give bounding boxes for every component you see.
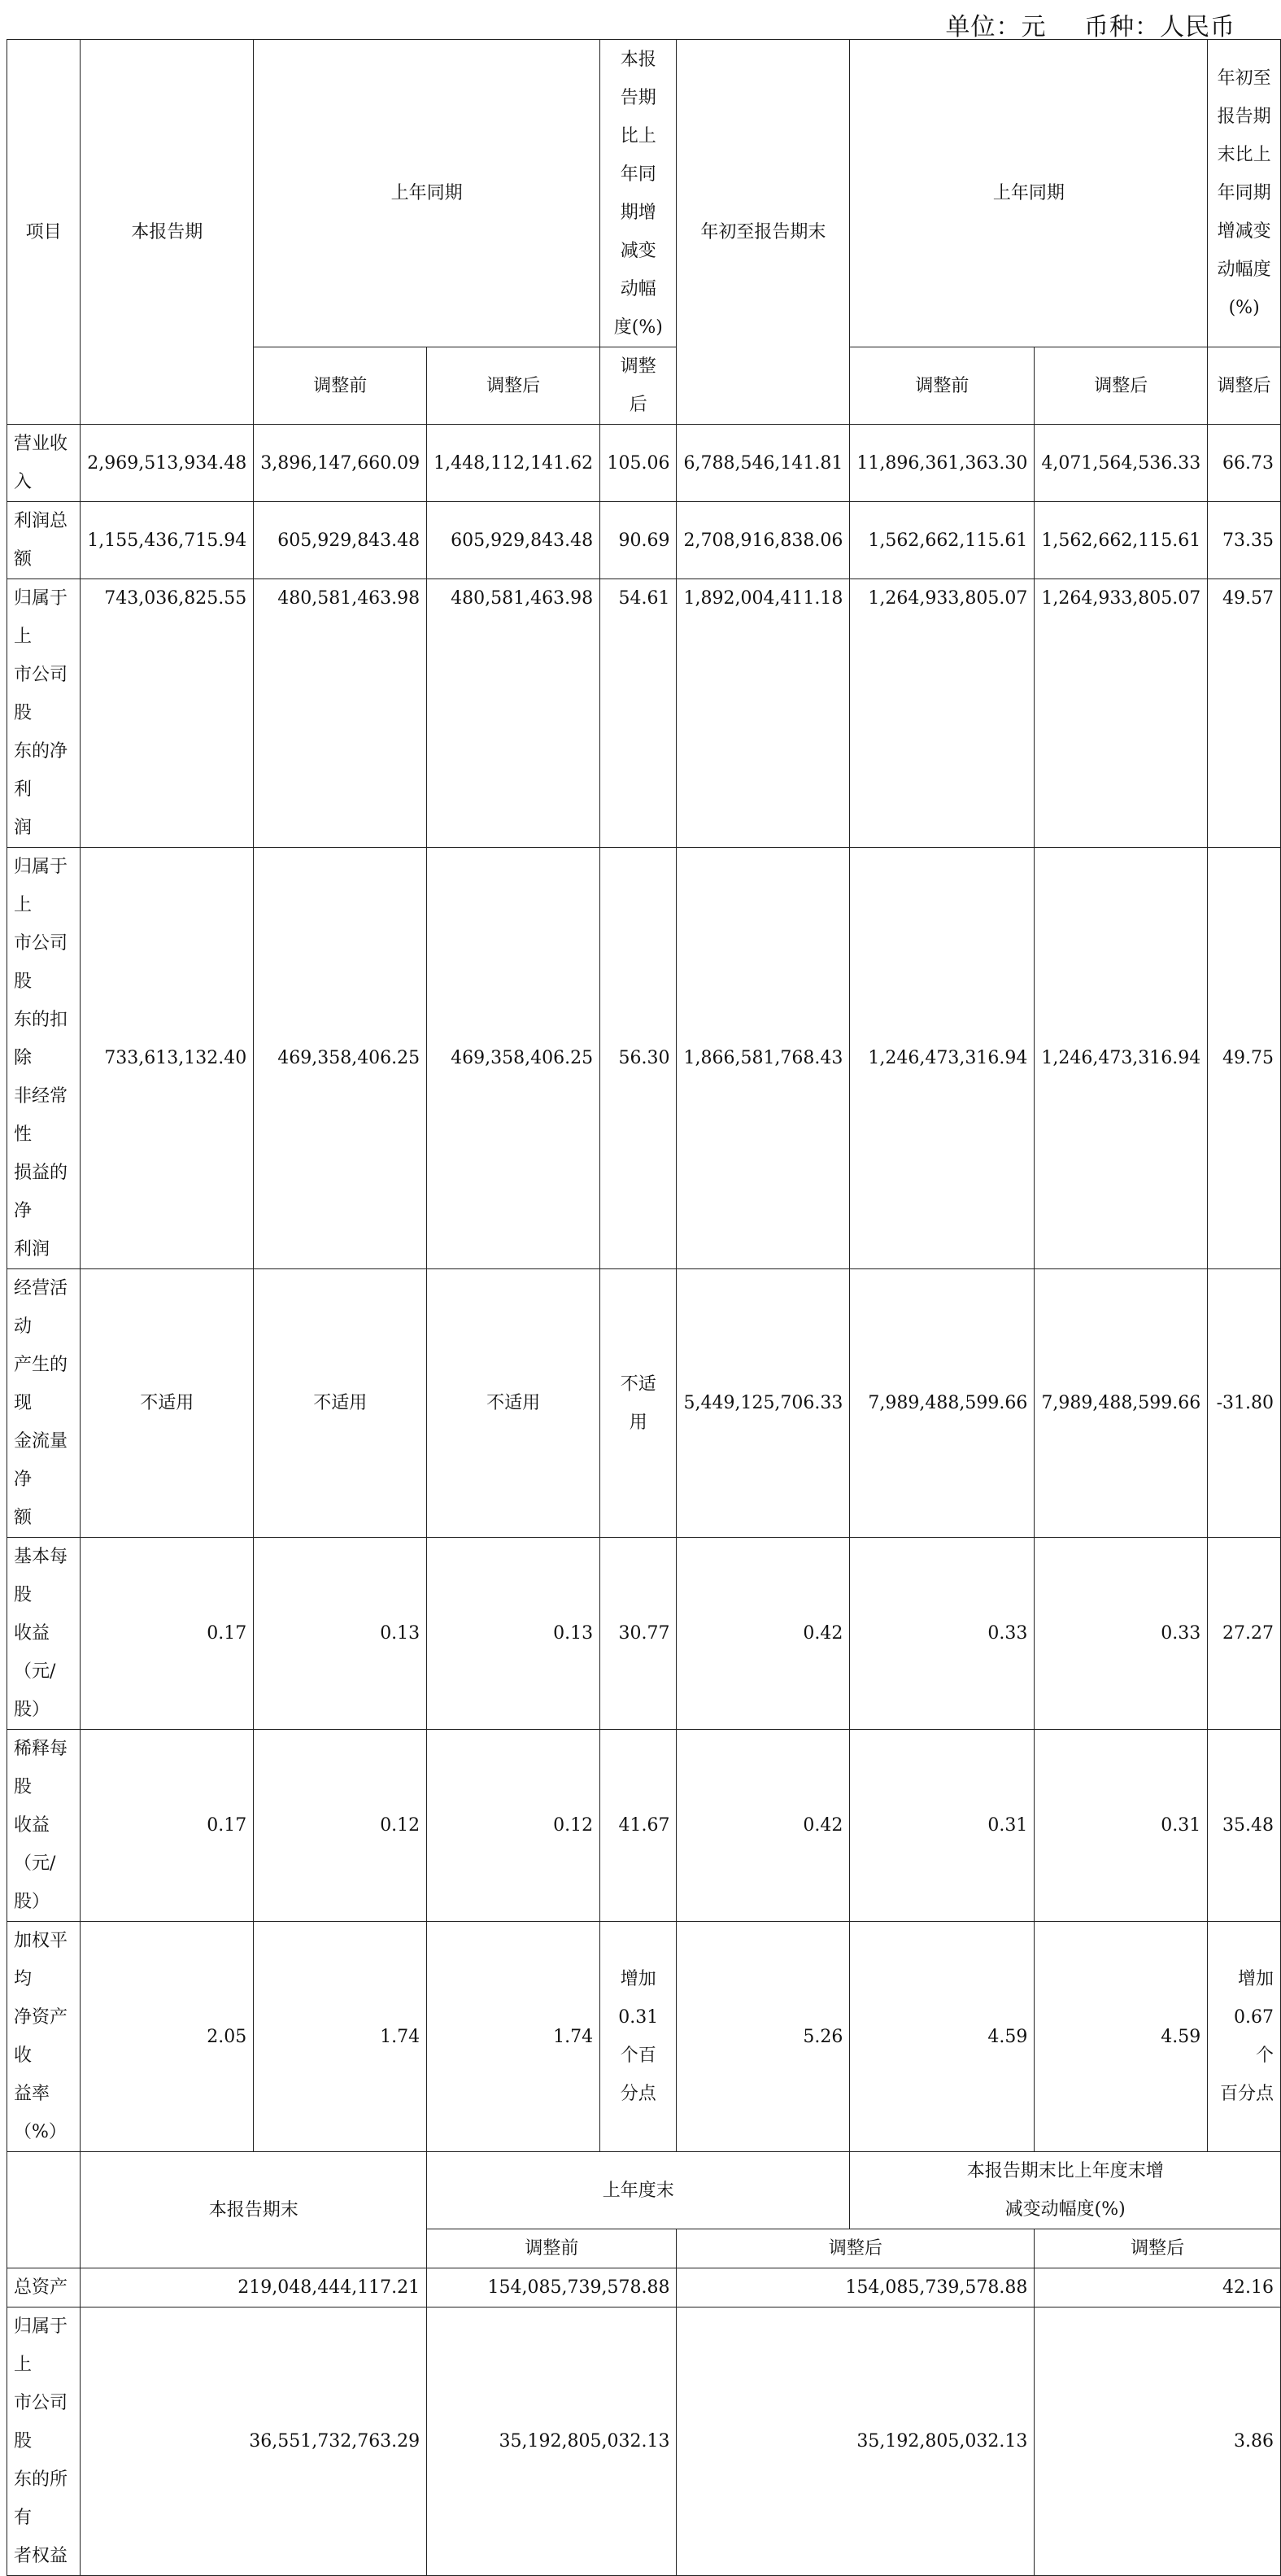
cell: 0.42 [677,1730,850,1922]
cell: 154,085,739,578.88 [427,2268,677,2307]
cell: 1,264,933,805.07 [850,579,1035,848]
cell: 49.57 [1208,579,1281,848]
table-row [7,1730,1281,1922]
row-label: 营业收入 [7,425,81,502]
balance-header-change-pct: 本报告期末比上年度末增 减变动幅度(%) [850,2152,1281,2229]
cell: 30.77 [600,1538,677,1730]
balance-header-period-end: 本报告期末 [81,2152,427,2268]
cell: 1,448,112,141.62 [427,425,600,502]
unit-label: 单位：元 [945,13,1047,41]
header-prior-ytd: 上年同期 [850,40,1208,347]
cell: 2,708,916,838.06 [677,502,850,579]
cell: 4.59 [1035,1922,1208,2152]
cell: 56.30 [600,848,677,1269]
cell: 1,562,662,115.61 [850,502,1035,579]
cell: 0.17 [81,1730,254,1922]
cell: 1.74 [254,1922,427,2152]
cell: 不适 用 [600,1269,677,1538]
cell: 1,246,473,316.94 [850,848,1035,1269]
balance-header-change-after-adj: 调整后 [1035,2229,1281,2268]
header-change-pct: 本报 告期 比上 年同 期增 减变 动幅 度(%) [600,40,677,347]
cell: 480,581,463.98 [427,579,600,848]
cell: 49.75 [1208,848,1281,1269]
table-row [7,425,1281,502]
cell: 27.27 [1208,1538,1281,1730]
table-row [7,502,1281,579]
cell: 73.35 [1208,502,1281,579]
cell: 3,896,147,660.09 [254,425,427,502]
cell: 41.67 [600,1730,677,1922]
cell: 4,071,564,536.33 [1035,425,1208,502]
cell: 6,788,546,141.81 [677,425,850,502]
cell: 0.42 [677,1538,850,1730]
cell: 增加 0.67 个 百分点 [1208,1922,1281,2152]
table-row [7,2268,1281,2307]
balance-header-after-adj: 调整后 [677,2229,1035,2268]
cell: 2.05 [81,1922,254,2152]
cell: 743,036,825.55 [81,579,254,848]
cell: 0.12 [254,1730,427,1922]
unit-currency-line [916,7,1235,42]
currency-label: 币种：人民币 [1084,13,1235,41]
cell: 增加 0.31 个百 分点 [600,1922,677,2152]
header-after-adj: 调整后 [427,347,600,425]
table-row [7,2307,1281,2576]
cell: 35.48 [1208,1730,1281,1922]
cell: 1.74 [427,1922,600,2152]
cell: 90.69 [600,502,677,579]
cell: -31.80 [1208,1269,1281,1538]
balance-header-blank [7,2152,81,2268]
header-last-after-adj: 调整后 [1208,347,1281,425]
cell: 605,929,843.48 [427,502,600,579]
row-label: 总资产 [7,2268,81,2307]
header-before-adj: 调整前 [254,347,427,425]
financial-data-table [7,39,1281,2576]
header-ytd: 年初至报告期末 [677,40,850,425]
cell: 1,892,004,411.18 [677,579,850,848]
cell: 5.26 [677,1922,850,2152]
cell: 4.59 [850,1922,1035,2152]
cell: 469,358,406.25 [427,848,600,1269]
row-label: 归属于上 市公司股 东的净利 润 [7,579,81,848]
table-row [7,1922,1281,2152]
cell: 0.17 [81,1538,254,1730]
cell: 不适用 [81,1269,254,1538]
header-after-adj-narrow: 调整 后 [600,347,677,425]
cell: 0.13 [254,1538,427,1730]
cell: 不适用 [254,1269,427,1538]
cell: 1,246,473,316.94 [1035,848,1208,1269]
row-label: 稀释每股 收益（元/ 股） [7,1730,81,1922]
row-label: 经营活动 产生的现 金流量净 额 [7,1269,81,1538]
cell: 1,562,662,115.61 [1035,502,1208,579]
row-label: 基本每股 收益（元/ 股） [7,1538,81,1730]
row-label: 加权平均 净资产收 益率（%） [7,1922,81,2152]
row-label: 归属于上 市公司股 东的扣除 非经常性 损益的净 利润 [7,848,81,1269]
cell: 36,551,732,763.29 [81,2307,427,2576]
balance-header-before-adj: 调整前 [427,2229,677,2268]
cell: 733,613,132.40 [81,848,254,1269]
cell: 0.33 [850,1538,1035,1730]
cell: 54.61 [600,579,677,848]
cell: 2,969,513,934.48 [81,425,254,502]
cell: 605,929,843.48 [254,502,427,579]
row-label: 利润总额 [7,502,81,579]
table-row [7,1538,1281,1730]
cell: 42.16 [1035,2268,1281,2307]
header-current-period: 本报告期 [81,40,254,425]
cell: 11,896,361,363.30 [850,425,1035,502]
cell: 480,581,463.98 [254,579,427,848]
header-ytd-after-adj: 调整后 [1035,347,1208,425]
row-label: 归属于上 市公司股 东的所有 者权益 [7,2307,81,2576]
cell: 35,192,805,032.13 [677,2307,1035,2576]
header-item: 项目 [7,40,81,425]
cell: 1,155,436,715.94 [81,502,254,579]
header-ytd-before-adj: 调整前 [850,347,1035,425]
cell: 7,989,488,599.66 [850,1269,1035,1538]
cell: 0.13 [427,1538,600,1730]
cell: 0.31 [850,1730,1035,1922]
header-ytd-change-pct: 年初至 报告期 末比上 年同期 增减变 动幅度 (%) [1208,40,1281,347]
cell: 0.31 [1035,1730,1208,1922]
cell: 469,358,406.25 [254,848,427,1269]
cell: 35,192,805,032.13 [427,2307,677,2576]
cell: 1,264,933,805.07 [1035,579,1208,848]
cell: 219,048,444,117.21 [81,2268,427,2307]
cell: 66.73 [1208,425,1281,502]
cell: 不适用 [427,1269,600,1538]
table-row [7,848,1281,1269]
cell: 0.33 [1035,1538,1208,1730]
header-prior-same-period: 上年同期 [254,40,600,347]
cell: 0.12 [427,1730,600,1922]
cell: 3.86 [1035,2307,1281,2576]
table-row [7,1269,1281,1538]
cell: 154,085,739,578.88 [677,2268,1035,2307]
cell: 7,989,488,599.66 [1035,1269,1208,1538]
cell: 5,449,125,706.33 [677,1269,850,1538]
table-row [7,579,1281,848]
cell: 1,866,581,768.43 [677,848,850,1269]
balance-header-last-year-end: 上年度末 [427,2152,850,2229]
cell: 105.06 [600,425,677,502]
